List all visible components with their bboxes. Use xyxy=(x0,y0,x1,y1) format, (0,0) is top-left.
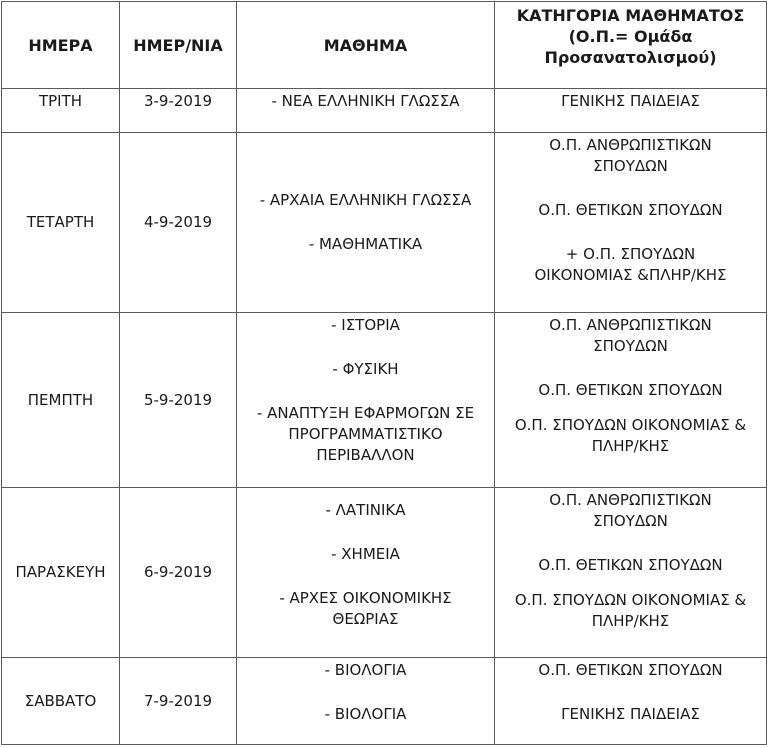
subject-line: - ΧΗΜΕΙΑ xyxy=(331,545,400,563)
day-cell: ΣΑΒΒΑΤΟ xyxy=(2,658,120,745)
date-cell: 3-9-2019 xyxy=(120,89,237,133)
subject-cell xyxy=(237,658,495,745)
table-row xyxy=(2,313,767,488)
subject-cell xyxy=(237,488,495,658)
subject-line: - ΑΡΧΑΙΑ ΕΛΛΗΝΙΚΗ ΓΛΩΣΣΑ xyxy=(259,191,472,209)
category-line: + Ο.Π. ΣΠΟΥΔΩΝ xyxy=(565,245,696,263)
category-cell xyxy=(495,658,767,745)
category-line: Ο.Π. ΘΕΤΙΚΩΝ ΣΠΟΥΔΩΝ xyxy=(538,661,723,679)
category-line: Ο.Π. ΣΠΟΥΔΩΝ ΟΙΚΟΝΟΜΙΑΣ & xyxy=(514,416,747,434)
subject-cell xyxy=(237,313,495,488)
header-category xyxy=(495,2,767,89)
day-cell: ΠΑΡΑΣΚΕΥΗ xyxy=(2,488,120,658)
day-cell: ΤΕΤΑΡΤΗ xyxy=(2,133,120,313)
header-day: ΗΜΕΡΑ xyxy=(2,2,120,89)
table-row xyxy=(2,488,767,658)
category-line: ΣΠΟΥΔΩΝ xyxy=(593,157,668,175)
header-category-line: ΚΑΤΗΓΟΡΙΑ ΜΑΘΗΜΑΤΟΣ xyxy=(516,6,745,25)
category-line: ΠΛΗΡ/ΚΗΣ xyxy=(591,437,670,455)
table-row xyxy=(2,133,767,313)
header-date: ΗΜΕΡ/ΝΙΑ xyxy=(120,2,237,89)
category-line: Ο.Π. ΘΕΤΙΚΩΝ ΣΠΟΥΔΩΝ xyxy=(538,556,723,574)
header-category-line: Προσανατολισμού) xyxy=(544,48,717,67)
category-line: Ο.Π. ΘΕΤΙΚΩΝ ΣΠΟΥΔΩΝ xyxy=(538,201,723,219)
category-cell xyxy=(495,313,767,488)
category-cell xyxy=(495,488,767,658)
table-row xyxy=(2,658,767,745)
subject-line: - ΛΑΤΙΝΙΚΑ xyxy=(325,501,406,519)
category-line: ΣΠΟΥΔΩΝ xyxy=(593,512,668,530)
subject-line: - ΒΙΟΛΟΓΙΑ xyxy=(324,705,407,723)
category-line: ΓΕΝΙΚΗΣ ΠΑΙΔΕΙΑΣ xyxy=(561,705,700,723)
date-cell: 6-9-2019 xyxy=(120,488,237,658)
category-cell xyxy=(495,133,767,313)
subject-line: - ΑΝΑΠΤΥΞΗ ΕΦΑΡΜΟΓΩΝ ΣΕ xyxy=(256,404,475,422)
table-row xyxy=(2,89,767,133)
category-line: Ο.Π. ΘΕΤΙΚΩΝ ΣΠΟΥΔΩΝ xyxy=(538,381,723,399)
category-line: ΟΙΚΟΝΟΜΙΑΣ &ΠΛΗΡ/ΚΗΣ xyxy=(534,266,727,284)
category-cell xyxy=(495,89,767,133)
category-line: Ο.Π. ΣΠΟΥΔΩΝ ΟΙΚΟΝΟΜΙΑΣ & xyxy=(514,591,747,609)
date-cell: 4-9-2019 xyxy=(120,133,237,313)
category-line: Ο.Π. ΑΝΘΡΩΠΙΣΤΙΚΩΝ xyxy=(549,491,712,509)
subject-line: - ΦΥΣΙΚΗ xyxy=(332,360,399,378)
exam-schedule-table xyxy=(1,1,767,745)
header-category-line: (Ο.Π.= Ομάδα xyxy=(568,27,693,46)
date-cell: 5-9-2019 xyxy=(120,313,237,488)
subject-line: - ΙΣΤΟΡΙΑ xyxy=(331,316,400,334)
category-line: Ο.Π. ΑΝΘΡΩΠΙΣΤΙΚΩΝ xyxy=(549,136,712,154)
category-line: Ο.Π. ΑΝΘΡΩΠΙΣΤΙΚΩΝ xyxy=(549,316,712,334)
header-row xyxy=(2,2,767,89)
subject-line: - ΜΑΘΗΜΑΤΙΚΑ xyxy=(308,235,423,253)
date-cell: 7-9-2019 xyxy=(120,658,237,745)
subject-line: ΘΕΩΡΙΑΣ xyxy=(332,610,399,628)
subject-line: ΠΡΟΓΡΑΜΜΑΤΙΣΤΙΚΟ xyxy=(288,425,443,443)
subject-line: - ΒΙΟΛΟΓΙΑ xyxy=(324,661,407,679)
header-subject: ΜΑΘΗΜΑ xyxy=(237,2,495,89)
category-line: ΓΕΝΙΚΗΣ ΠΑΙΔΕΙΑΣ xyxy=(561,92,700,110)
category-line: ΠΛΗΡ/ΚΗΣ xyxy=(591,612,670,630)
day-cell: ΠΕΜΠΤΗ xyxy=(2,313,120,488)
subject-cell xyxy=(237,89,495,133)
day-cell: ΤΡΙΤΗ xyxy=(2,89,120,133)
subject-line: - ΝΕΑ ΕΛΛΗΝΙΚΗ ΓΛΩΣΣΑ xyxy=(271,92,460,110)
subject-cell xyxy=(237,133,495,313)
subject-line: - ΑΡΧΕΣ ΟΙΚΟΝΟΜΙΚΗΣ xyxy=(279,589,452,607)
subject-line: ΠΕΡΙΒΑΛΛΟΝ xyxy=(316,446,415,464)
category-line: ΣΠΟΥΔΩΝ xyxy=(593,337,668,355)
